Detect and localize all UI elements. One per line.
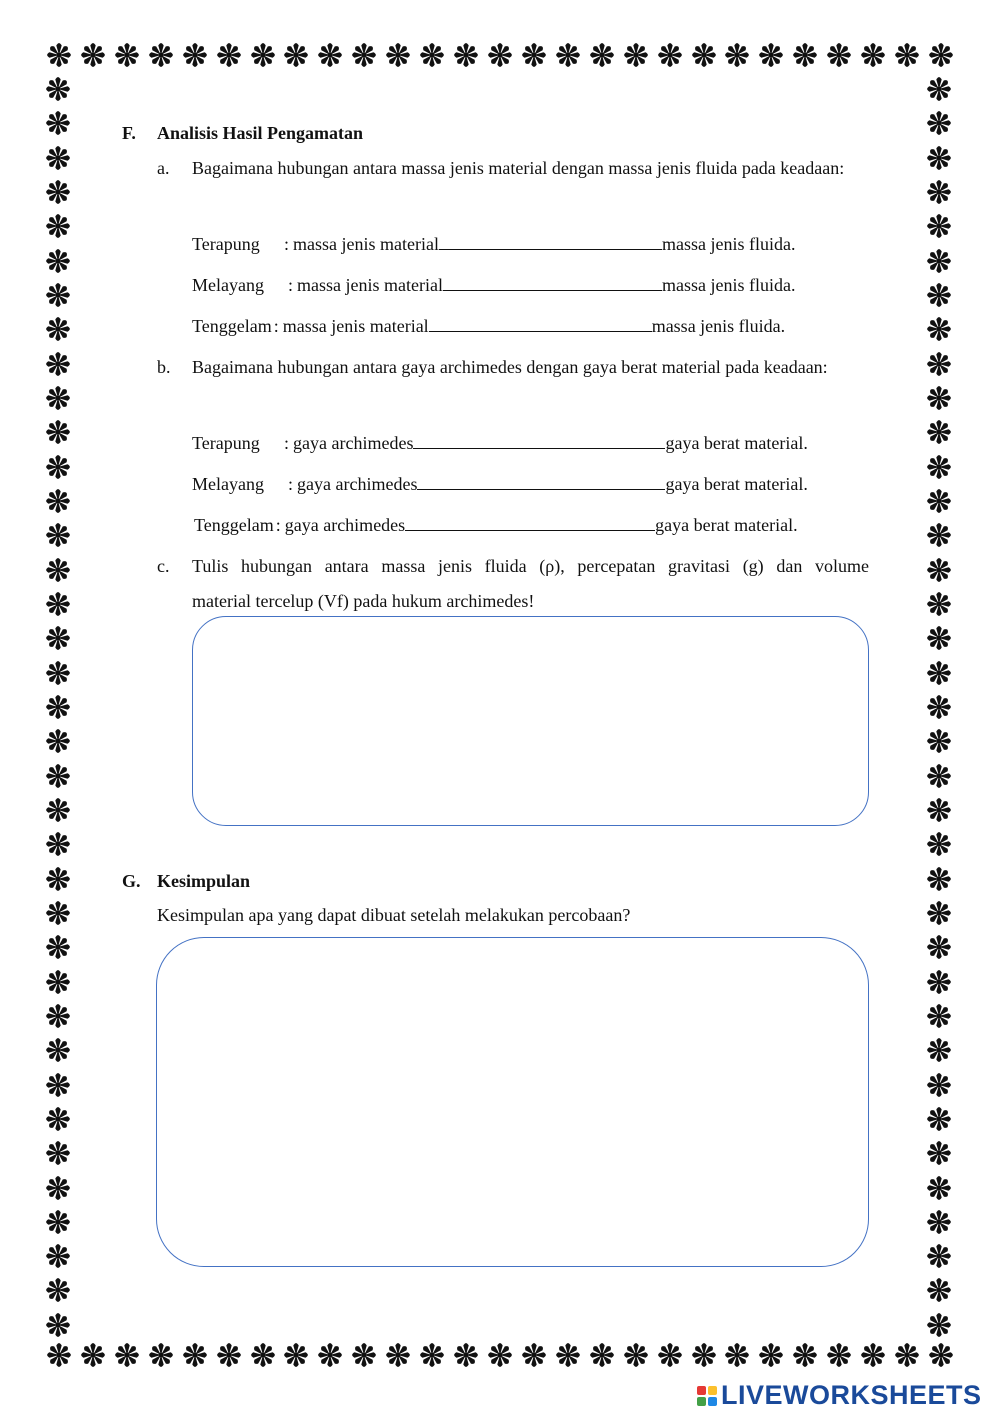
asterisk-flower-icon (43, 864, 73, 894)
asterisk-flower-icon (756, 1340, 786, 1370)
asterisk-flower-icon (858, 1340, 888, 1370)
asterisk-flower-icon (924, 143, 954, 173)
asterisk-flower-icon (43, 74, 73, 104)
asterisk-flower-icon (924, 177, 954, 207)
asterisk-flower-icon (924, 1070, 954, 1100)
answer-blank[interactable] (443, 274, 662, 291)
item-a-row-terapung (192, 233, 795, 255)
mark-square (708, 1386, 717, 1395)
asterisk-flower-icon (383, 1340, 413, 1370)
asterisk-flower-icon (924, 211, 954, 241)
row-left-text: gaya archimedes (293, 433, 414, 453)
asterisk-flower-icon (924, 314, 954, 344)
asterisk-flower-icon (924, 692, 954, 722)
mark-square (697, 1397, 706, 1406)
asterisk-flower-icon (43, 932, 73, 962)
answer-box-c[interactable] (192, 616, 869, 826)
asterisk-flower-icon (858, 40, 888, 70)
asterisk-flower-icon (44, 1340, 74, 1370)
asterisk-flower-icon (43, 555, 73, 585)
row-right-text: gaya berat material. (665, 433, 808, 453)
asterisk-flower-icon (519, 40, 549, 70)
asterisk-flower-icon (924, 795, 954, 825)
answer-blank[interactable] (405, 514, 655, 531)
asterisk-flower-icon (485, 1340, 515, 1370)
section-f-letter: F. (122, 123, 136, 143)
asterisk-flower-icon (180, 40, 210, 70)
asterisk-flower-icon (924, 1173, 954, 1203)
asterisk-flower-icon (924, 108, 954, 138)
item-b-row-terapung (192, 432, 808, 454)
row-colon: : (284, 433, 290, 453)
asterisk-flower-icon (790, 1340, 820, 1370)
asterisk-flower-icon (655, 40, 685, 70)
asterisk-flower-icon (790, 40, 820, 70)
row-left-text: gaya archimedes (284, 515, 406, 535)
asterisk-flower-icon (349, 40, 379, 70)
answer-blank[interactable] (429, 315, 652, 332)
row-label: Tenggelam (194, 515, 274, 535)
asterisk-flower-icon (43, 1173, 73, 1203)
item-c-question-line1: Tulis hubungan antara massa jenis fluida (ρ), percepatan gravitasi (g) dan volume (192, 556, 869, 576)
asterisk-flower-icon (924, 761, 954, 791)
row-colon: : (288, 474, 294, 494)
asterisk-flower-icon (43, 1207, 73, 1237)
liveworksheets-brand: LIVEWORKSHEETS (721, 1380, 982, 1410)
liveworksheets-mark-icon (697, 1386, 717, 1406)
item-b-row-melayang (192, 473, 808, 495)
row-colon: : (273, 316, 279, 336)
item-b-letter: b. (157, 357, 171, 377)
asterisk-flower-icon (587, 1340, 617, 1370)
asterisk-flower-icon (43, 383, 73, 413)
asterisk-flower-icon (43, 1138, 73, 1168)
asterisk-flower-icon (621, 40, 651, 70)
asterisk-flower-icon (43, 898, 73, 928)
asterisk-flower-icon (43, 1310, 73, 1340)
asterisk-flower-icon (281, 1340, 311, 1370)
row-label: Terapung (192, 234, 260, 254)
asterisk-flower-icon (43, 143, 73, 173)
row-colon: : (284, 234, 290, 254)
asterisk-flower-icon (43, 1070, 73, 1100)
asterisk-flower-icon (924, 280, 954, 310)
asterisk-flower-icon (892, 40, 922, 70)
border-left (43, 74, 77, 1340)
item-a-row-melayang (192, 274, 795, 296)
row-left-text: massa jenis material (297, 275, 443, 295)
asterisk-flower-icon (924, 452, 954, 482)
asterisk-flower-icon (349, 1340, 379, 1370)
row-right-text: gaya berat material. (665, 474, 808, 494)
asterisk-flower-icon (417, 40, 447, 70)
asterisk-flower-icon (924, 1138, 954, 1168)
asterisk-flower-icon (587, 40, 617, 70)
asterisk-flower-icon (43, 314, 73, 344)
row-right-text: massa jenis fluida. (661, 275, 796, 295)
asterisk-flower-icon (924, 932, 954, 962)
asterisk-flower-icon (43, 452, 73, 482)
asterisk-flower-icon (43, 108, 73, 138)
answer-blank[interactable] (413, 432, 665, 449)
section-g-question: Kesimpulan apa yang dapat dibuat setelah melakukan percobaan? (157, 905, 631, 925)
asterisk-flower-icon (689, 1340, 719, 1370)
asterisk-flower-icon (924, 246, 954, 276)
asterisk-flower-icon (924, 1275, 954, 1305)
asterisk-flower-icon (43, 417, 73, 447)
asterisk-flower-icon (43, 280, 73, 310)
row-label: Terapung (192, 433, 260, 453)
asterisk-flower-icon (924, 1001, 954, 1031)
asterisk-flower-icon (924, 898, 954, 928)
asterisk-flower-icon (451, 40, 481, 70)
row-colon: : (288, 275, 294, 295)
asterisk-flower-icon (43, 1275, 73, 1305)
border-top (44, 40, 956, 74)
asterisk-flower-icon (44, 40, 74, 70)
asterisk-flower-icon (43, 486, 73, 516)
asterisk-flower-icon (621, 1340, 651, 1370)
asterisk-flower-icon (43, 1001, 73, 1031)
asterisk-flower-icon (43, 177, 73, 207)
asterisk-flower-icon (43, 349, 73, 379)
asterisk-flower-icon (43, 1035, 73, 1065)
section-f-title: Analisis Hasil Pengamatan (157, 123, 364, 143)
item-c-question-line2: material tercelup (Vf) pada hukum archimedes! (192, 591, 535, 611)
asterisk-flower-icon (722, 1340, 752, 1370)
asterisk-flower-icon (924, 829, 954, 859)
asterisk-flower-icon (43, 658, 73, 688)
asterisk-flower-icon (451, 1340, 481, 1370)
asterisk-flower-icon (78, 40, 108, 70)
asterisk-flower-icon (722, 40, 752, 70)
asterisk-flower-icon (519, 1340, 549, 1370)
asterisk-flower-icon (926, 40, 956, 70)
liveworksheets-logo (697, 1380, 982, 1411)
asterisk-flower-icon (180, 1340, 210, 1370)
row-right-text: gaya berat material. (655, 515, 798, 535)
asterisk-flower-icon (924, 589, 954, 619)
asterisk-flower-icon (43, 520, 73, 550)
item-b-question: Bagaimana hubungan antara gaya archimedes dengan gaya berat material pada keadaan: (192, 357, 828, 377)
item-a-letter: a. (157, 158, 170, 178)
asterisk-flower-icon (43, 246, 73, 276)
asterisk-flower-icon (43, 726, 73, 756)
asterisk-flower-icon (43, 829, 73, 859)
asterisk-flower-icon (924, 864, 954, 894)
asterisk-flower-icon (892, 1340, 922, 1370)
asterisk-flower-icon (924, 1035, 954, 1065)
asterisk-flower-icon (485, 40, 515, 70)
asterisk-flower-icon (248, 40, 278, 70)
asterisk-flower-icon (924, 967, 954, 997)
asterisk-flower-icon (43, 795, 73, 825)
asterisk-flower-icon (146, 40, 176, 70)
asterisk-flower-icon (281, 40, 311, 70)
asterisk-flower-icon (924, 383, 954, 413)
row-left-text: massa jenis material (293, 234, 439, 254)
asterisk-flower-icon (924, 74, 954, 104)
mark-square (697, 1386, 706, 1395)
border-bottom (44, 1340, 956, 1374)
item-a-row-tenggelam (192, 315, 785, 337)
asterisk-flower-icon (43, 967, 73, 997)
asterisk-flower-icon (112, 1340, 142, 1370)
asterisk-flower-icon (43, 761, 73, 791)
asterisk-flower-icon (924, 520, 954, 550)
answer-blank[interactable] (439, 233, 662, 250)
asterisk-flower-icon (924, 1310, 954, 1340)
asterisk-flower-icon (924, 1207, 954, 1237)
row-right-text: massa jenis fluida. (661, 234, 796, 254)
asterisk-flower-icon (214, 1340, 244, 1370)
asterisk-flower-icon (655, 1340, 685, 1370)
asterisk-flower-icon (924, 658, 954, 688)
asterisk-flower-icon (689, 40, 719, 70)
row-left-text: gaya archimedes (297, 474, 418, 494)
row-colon: : (275, 515, 281, 535)
section-g-title: Kesimpulan (157, 871, 251, 891)
row-left-text: massa jenis material (282, 316, 429, 336)
asterisk-flower-icon (924, 623, 954, 653)
item-c-letter: c. (157, 556, 170, 576)
border-right (924, 74, 958, 1340)
asterisk-flower-icon (553, 1340, 583, 1370)
asterisk-flower-icon (78, 1340, 108, 1370)
answer-box-conclusion[interactable] (156, 937, 869, 1267)
item-b-row-tenggelam (194, 514, 798, 536)
item-a-question: Bagaimana hubungan antara massa jenis material dengan massa jenis fluida pada keadaan: (192, 158, 845, 178)
row-label: Melayang (192, 275, 264, 295)
asterisk-flower-icon (553, 40, 583, 70)
asterisk-flower-icon (924, 1104, 954, 1134)
asterisk-flower-icon (417, 1340, 447, 1370)
asterisk-flower-icon (146, 1340, 176, 1370)
asterisk-flower-icon (43, 589, 73, 619)
asterisk-flower-icon (43, 692, 73, 722)
asterisk-flower-icon (248, 1340, 278, 1370)
asterisk-flower-icon (43, 211, 73, 241)
asterisk-flower-icon (926, 1340, 956, 1370)
row-label: Tenggelam (192, 316, 272, 336)
mark-square (708, 1397, 717, 1406)
asterisk-flower-icon (924, 555, 954, 585)
asterisk-flower-icon (43, 1104, 73, 1134)
asterisk-flower-icon (112, 40, 142, 70)
answer-blank[interactable] (417, 473, 665, 490)
asterisk-flower-icon (924, 486, 954, 516)
asterisk-flower-icon (43, 623, 73, 653)
asterisk-flower-icon (824, 40, 854, 70)
asterisk-flower-icon (924, 1241, 954, 1271)
asterisk-flower-icon (315, 1340, 345, 1370)
asterisk-flower-icon (214, 40, 244, 70)
section-g-letter: G. (122, 871, 141, 891)
asterisk-flower-icon (315, 40, 345, 70)
row-label: Melayang (192, 474, 264, 494)
asterisk-flower-icon (43, 1241, 73, 1271)
asterisk-flower-icon (924, 349, 954, 379)
asterisk-flower-icon (824, 1340, 854, 1370)
asterisk-flower-icon (924, 417, 954, 447)
row-right-text: massa jenis fluida. (651, 316, 786, 336)
asterisk-flower-icon (924, 726, 954, 756)
asterisk-flower-icon (383, 40, 413, 70)
asterisk-flower-icon (756, 40, 786, 70)
